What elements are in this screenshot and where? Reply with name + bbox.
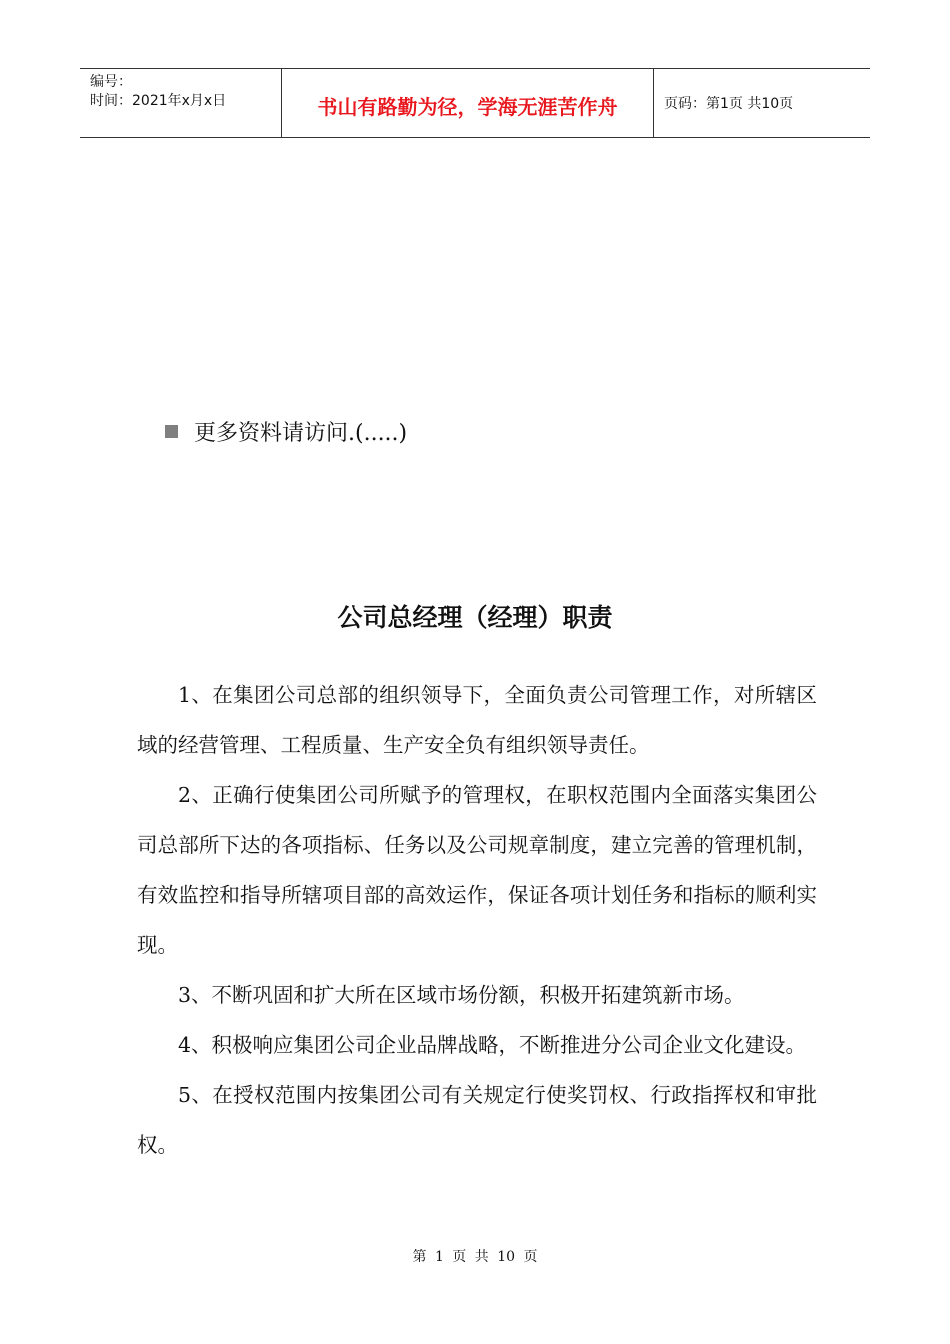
header-motto-cell (282, 69, 654, 137)
paragraph-1: 1、在集团公司总部的组织领导下，全面负责公司管理工作，对所辖区域的经营管理、工程质量、生产安全负有组织领导责任。 (137, 683, 817, 757)
more-info-text: 更多资料请访问.(.....) (194, 421, 408, 446)
paragraph-5: 5、在授权范围内按集团公司有关规定行使奖罚权、行政指挥权和审批权。 (137, 1083, 817, 1157)
header-page-cell (654, 69, 870, 137)
paragraph-4: 4、积极响应集团公司企业品牌战略，不断推进分公司企业文化建设。 (178, 1033, 807, 1057)
date-label: 时间：2021年x月x日 (90, 93, 227, 109)
page-footer: 第 1 页 共 10 页 (412, 1249, 538, 1265)
header-meta-cell (80, 69, 282, 137)
header-page-number: 页码：第1页 共10页 (664, 96, 794, 112)
document-title: 公司总经理（经理）职责 (337, 603, 613, 632)
serial-number-label: 编号： (90, 74, 132, 90)
paragraph-2: 2、正确行使集团公司所赋予的管理权，在职权范围内全面落实集团公司总部所下达的各项指标、任务以及公司规章制度，建立完善的管理机制，有效监控和指导所辖项目部的高效运作，保证各项计划任务和指标的顺利实现。 (137, 783, 817, 957)
more-info-notice (165, 416, 407, 447)
motto-text: 书山有路勤为径，学海无涯苦作舟 (317, 94, 618, 119)
document-body (137, 670, 817, 1170)
paragraph-3: 3、不断巩固和扩大所在区域市场份额，积极开拓建筑新市场。 (178, 983, 745, 1007)
square-bullet-icon (165, 425, 178, 438)
page-header (80, 68, 870, 138)
